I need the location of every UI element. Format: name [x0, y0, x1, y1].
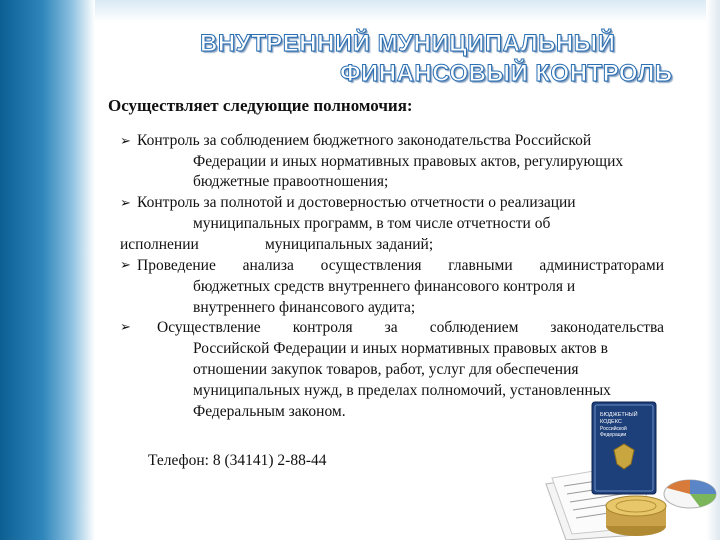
- subtitle: Осуществляет следующие полномочия:: [108, 96, 413, 115]
- bullet-item-1-line-3: бюджетные правоотношения;: [193, 173, 389, 190]
- bullet-item-3-line-1: ➢ Проведение анализа осуществления главными администраторами: [120, 257, 664, 274]
- bullet-item-2-line-1: ➢ Контроль за полнотой и достоверностью отчетности о реализации: [120, 193, 576, 214]
- bullet-item-3-line-3: внутреннего финансового аудита;: [193, 299, 416, 316]
- book-title-line-2: КОДЕКС: [600, 419, 622, 425]
- arrow-bullet-icon: ➢: [120, 134, 131, 149]
- bullet-item-4-line-3: отношении закупок товаров, работ, услуг для обеспечения: [193, 361, 579, 378]
- bullet-item-2-line-2: муниципальных программ, в том числе отчетности об: [193, 215, 551, 232]
- bullet-item-2-line-3b: муниципальных заданий;: [265, 236, 434, 253]
- bullet-item-4-line-2: Российской Федерации и иных нормативных правовых актов в: [193, 340, 608, 357]
- coin-top: [606, 496, 666, 516]
- arrow-bullet-icon: ➢: [120, 258, 131, 273]
- bullet-item-4-line-4: муниципальных нужд, в пределах полномочий, установленных: [193, 382, 611, 399]
- bullet-item-1-line-1: ➢ Контроль за соблюдением бюджетного законодательства Российской: [120, 131, 591, 152]
- arrow-bullet-icon: ➢: [120, 196, 131, 211]
- book-title-line-1: БЮДЖЕТНЫЙ: [600, 412, 638, 418]
- bullet-item-4-line-1: ➢ Осуществление контроля за соблюдением законодательства: [120, 319, 664, 336]
- title-line-1: ВНУТРЕННИЙ МУНИЦИПАЛЬНЫЙ: [200, 30, 616, 57]
- title-line-2: ФИНАНСОВЫЙ КОНТРОЛЬ: [340, 60, 673, 87]
- bullet-item-2-line-3a: исполнении: [120, 236, 199, 253]
- bullet-item-3-line-2: бюджетных средств внутреннего финансового контроля и: [193, 278, 576, 295]
- book-title-line-4: Федерации: [600, 432, 627, 438]
- budget-code-book-coins-illustration: [540, 398, 720, 540]
- pie-slice-blue: [690, 480, 716, 494]
- phone-number: Телефон: 8 (34141) 2-88-44: [148, 452, 327, 469]
- bullet-item-4-line-5: Федеральным законом.: [193, 403, 346, 420]
- book-title-line-3: Российской: [600, 426, 627, 432]
- arrow-bullet-icon: ➢: [120, 320, 131, 335]
- bullet-item-1-line-2: Федерации и иных нормативных правовых актов, регулирующих: [193, 153, 624, 170]
